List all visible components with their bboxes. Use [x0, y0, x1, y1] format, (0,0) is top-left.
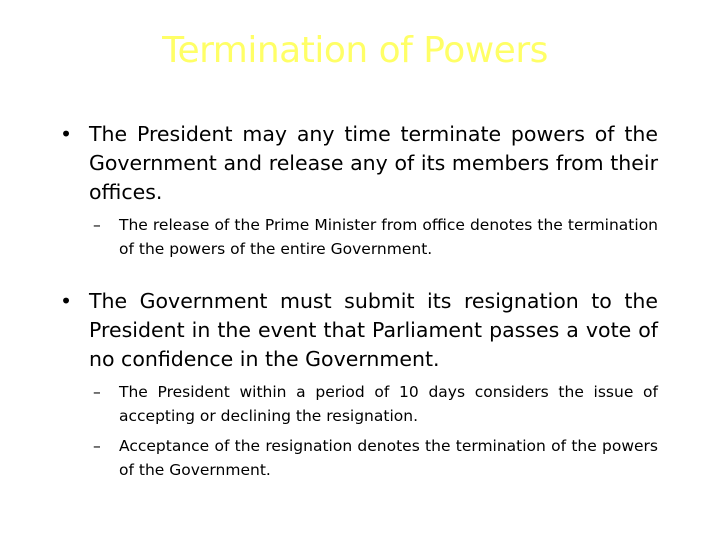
dash-icon: –	[93, 216, 101, 234]
sub-bullet-item	[60, 435, 658, 482]
bullet-item	[60, 120, 658, 207]
dash-icon: –	[93, 437, 101, 455]
sub-bullet-text: Acceptance of the resignation denotes the termination of the powers of the Government.	[119, 437, 658, 479]
slide-title: Termination of Powers	[162, 30, 548, 71]
sub-bullet-item	[60, 214, 658, 261]
bullet-text: The Government must submit its resignation to the President in the event that Parliament passes a vote of no confidence in the Government.	[89, 289, 658, 371]
bullet-list	[60, 120, 658, 482]
sub-bullet-text: The President within a period of 10 days considers the issue of accepting or declining the resignation.	[119, 383, 658, 425]
dash-icon: –	[93, 383, 101, 401]
bullet-icon: •	[60, 289, 73, 313]
bullet-icon: •	[60, 122, 73, 146]
sub-bullet-text: The release of the Prime Minister from office denotes the termination of the powers of the entire Government.	[119, 216, 658, 258]
sub-bullet-item	[60, 381, 658, 428]
bullet-text: The President may any time terminate powers of the Government and release any of its members from their offices.	[89, 122, 658, 204]
spacer	[60, 261, 658, 287]
bullet-item	[60, 287, 658, 374]
